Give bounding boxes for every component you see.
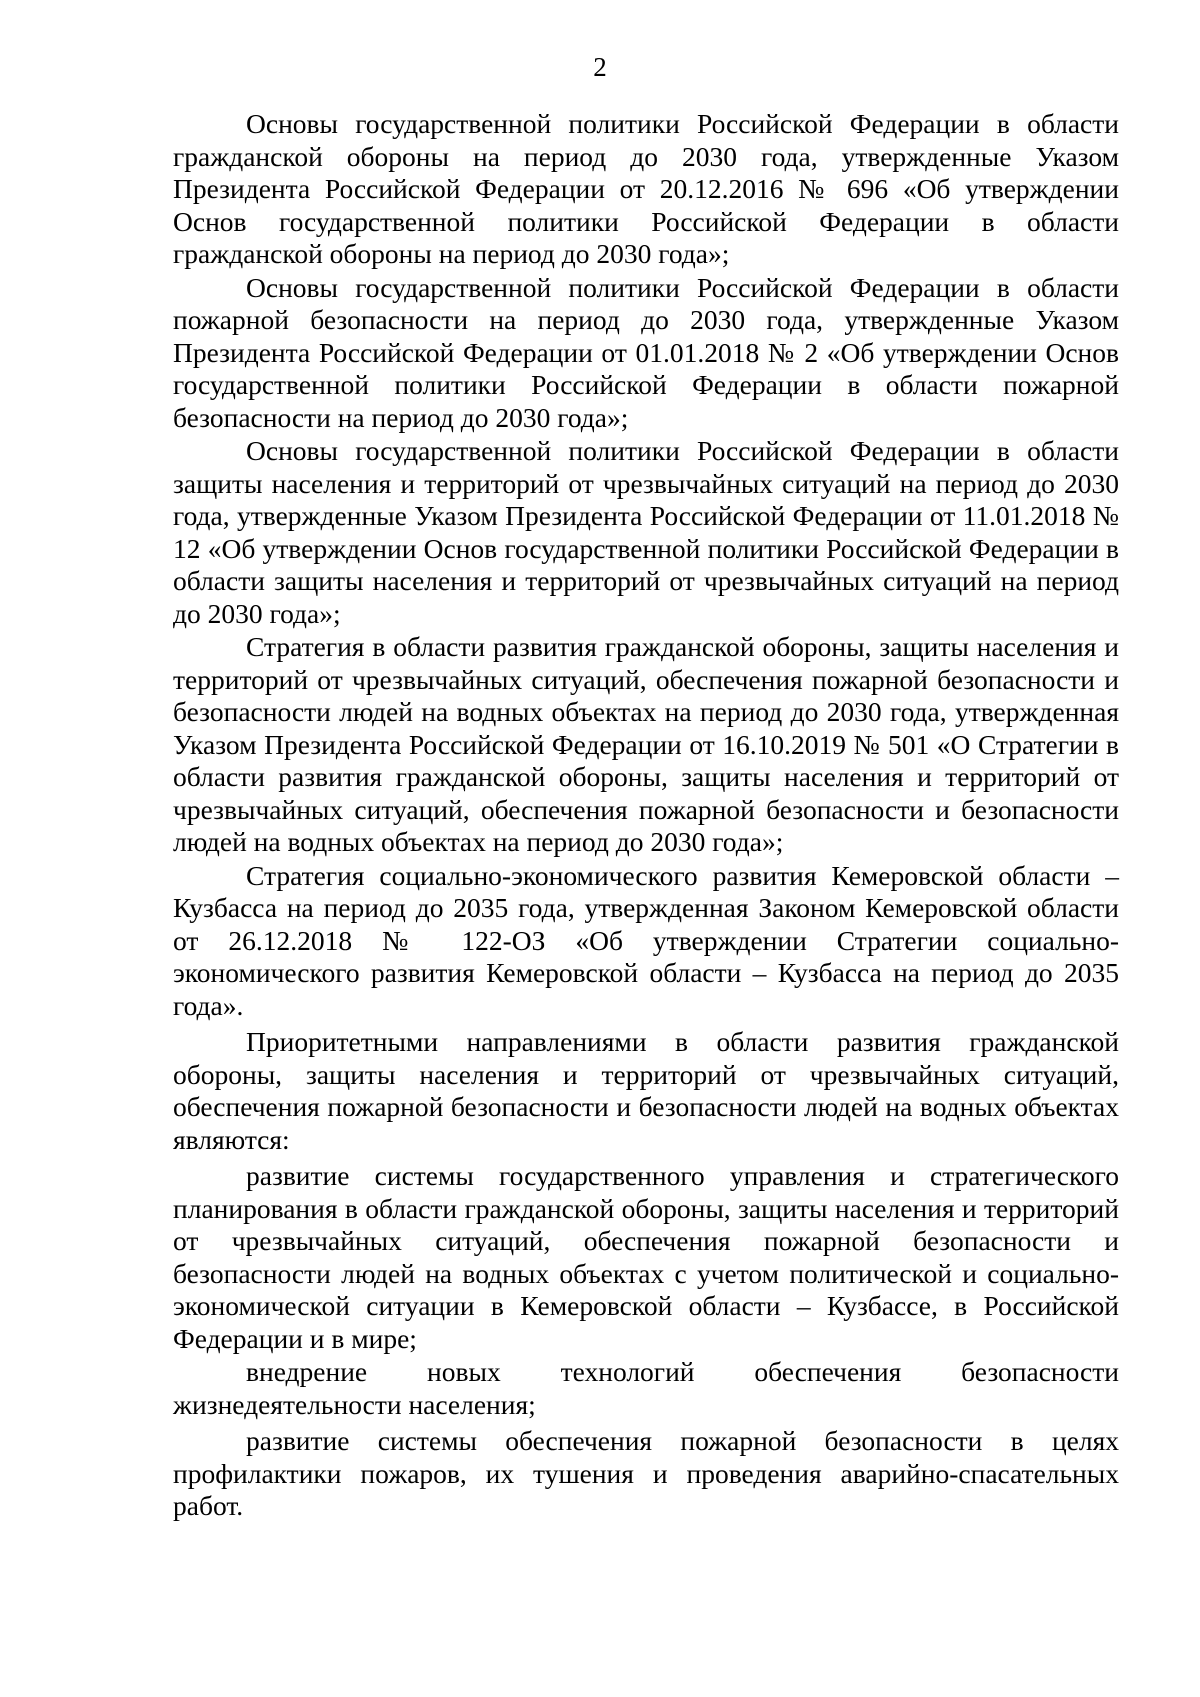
document-body [173, 108, 1119, 1523]
list-item-fire-safety-system: развитие системы обеспечения пожарной безопасности в целях профилактики пожаров, их тушения и проведения аварийно-спасательных работ. [173, 1425, 1119, 1521]
paragraph-civil-defense-policy: Основы государственной политики Российской Федерации в области гражданской обороны на период до 2030 года, утвержденные Указом Президента Российской Федерации от 20.12.2016 № 696 «Об утверждении Основ государственной политики Российской Федерации в области гражданской обороны на период до 2030 года»; [173, 108, 1119, 269]
paragraph-fire-safety-policy: Основы государственной политики Российской Федерации в области пожарной безопасности на период до 2030 года, утвержденные Указом Президента Российской Федерации от 01.01.2018 № 2 «Об утверждении Основ государственной политики Российской Федерации в области пожарной безопасности на период до 2030 года»; [173, 271, 1119, 433]
list-item-management-development: развитие системы государственного управления и стратегического планирования в области гражданской обороны, защиты населения и территорий от чрезвычайных ситуаций, обеспечения пожарной безопасности и безопасности людей на водных объектах с учетом политической и социально-экономической ситуации в Кемеровской области – Кузбассе, в Российской Федерации и в мире; [173, 1160, 1119, 1354]
list-item-new-technologies: внедрение новых технологий обеспечения безопасности жизнедеятельности населения; [173, 1356, 1119, 1420]
paragraph-kuzbass-strategy: Стратегия социально-экономического развития Кемеровской области – Кузбасса на период до 2035 года, утвержденная Законом Кемеровской области от 26.12.2018 № 122-ОЗ «Об утверждении Стратегии социально-экономического развития Кемеровской области – Кузбасса на период до 2035 года». [173, 859, 1119, 1021]
page-number: 2 [593, 52, 607, 82]
paragraph-priority-directions: Приоритетными направлениями в области развития гражданской обороны, защиты населения и территорий от чрезвычайных ситуаций, обеспечения пожарной безопасности и безопасности людей на водных объектах являются: [173, 1026, 1119, 1155]
paragraph-emergency-protection-policy: Основы государственной политики Российской Федерации в области защиты населения и территорий от чрезвычайных ситуаций на период до 2030 года, утвержденные Указом Президента Российской Федерации от 11.01.2018 № 12 «Об утверждении Основ государственной политики Российской Федерации в области защиты населения и территорий от чрезвычайных ситуаций на период до 2030 года»; [173, 435, 1119, 629]
paragraph-development-strategy: Стратегия в области развития гражданской обороны, защиты населения и территорий от чрезвычайных ситуаций, обеспечения пожарной безопасности и безопасности людей на водных объектах на период до 2030 года, утвержденная Указом Президента Российской Федерации от 16.10.2019 № 501 «О Стратегии в области развития гражданской обороны, защиты населения и территорий от чрезвычайных ситуаций, обеспечения пожарной безопасности и безопасности людей на водных объектах на период до 2030 года»; [173, 631, 1119, 857]
